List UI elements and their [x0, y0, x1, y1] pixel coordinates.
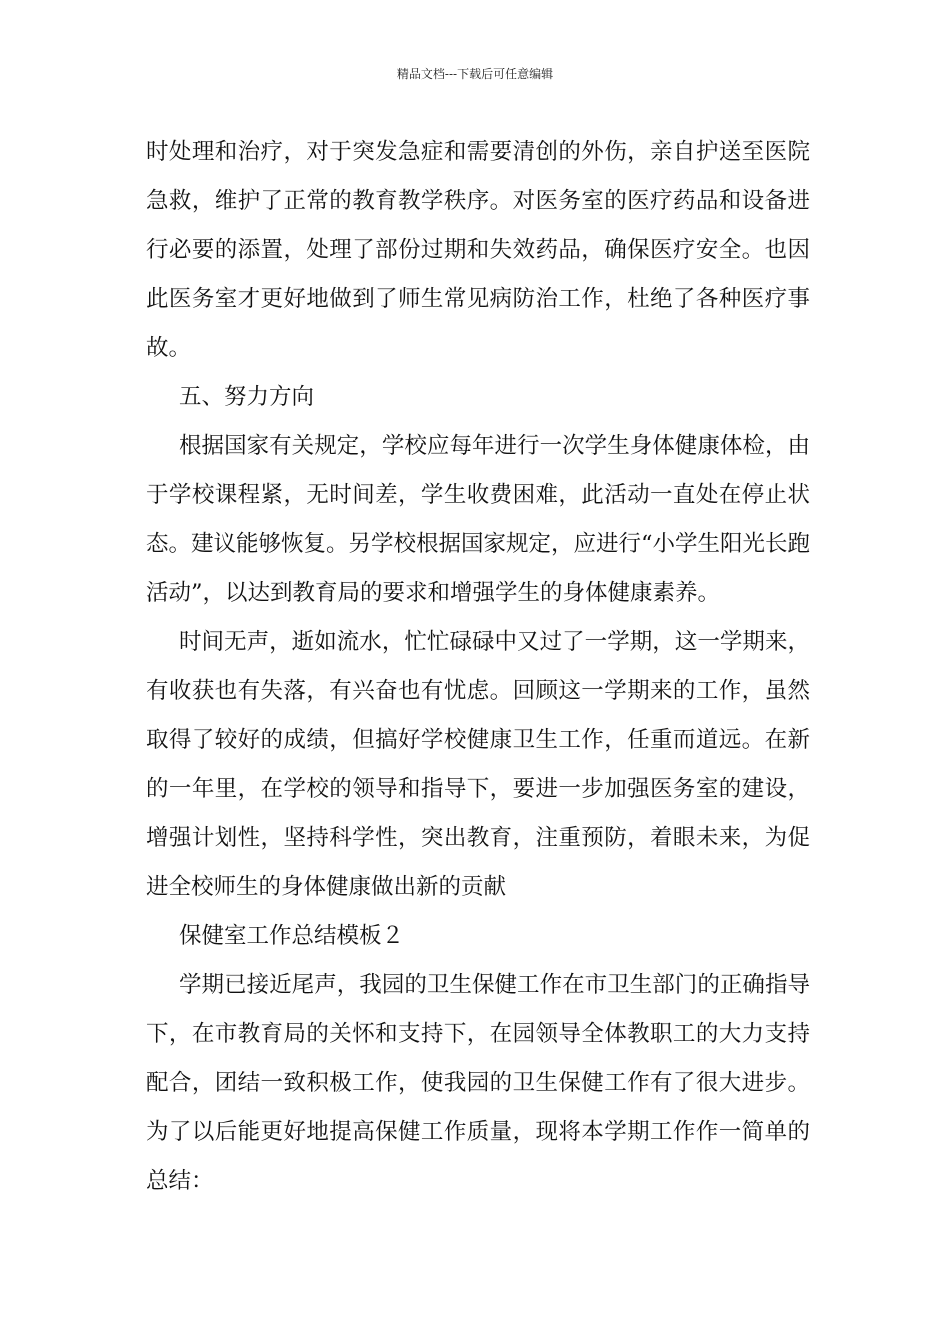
- paragraph-semester-summary: 学期已接近尾声，我园的卫生保健工作在市卫生部门的正确指导下，在市教育局的关怀和支持下，在园领导全体教职工的大力支持配合，团结一致积极工作，使我园的卫生保健工作有了很大进步。为了以后能更好地提高保健工作质量，现将本学期工作作一简单的总结：: [146, 972, 810, 1194]
- paragraph-reflection: 时间无声，逝如流水，忙忙碌碌中又过了一学期，这一学期来，有收获也有失落，有兴奋也有忧虑。回顾这一学期来的工作，虽然取得了较好的成绩，但搞好学校健康卫生工作，任重而道远。在新的一年里，在学校的领导和指导下，要进一步加强医务室的建设，增强计划性，坚持科学性，突出教育，注重预防，着眼未来，为促进全校师生的身体健康做出新的贡献: [146, 629, 810, 900]
- section-heading-template-2: 保健室工作总结模板２: [179, 923, 405, 949]
- page-header: 精品文档---下载后可任意编辑: [396, 67, 554, 81]
- document-body: [146, 128, 810, 1206]
- paragraph-health-checkup: 根据国家有关规定，学校应每年进行一次学生身体健康体检，由于学校课程紧，无时间差，学生收费困难，此活动一直处在停止状态。建议能够恢复。另学校根据国家规定，应进行“小学生阳光长跑活动”，以达到教育局的要求和增强学生的身体健康素养。: [146, 433, 811, 606]
- section-heading-direction: 五、努力方向: [179, 384, 315, 410]
- paragraph-medical-care: 时处理和治疗，对于突发急症和需要清创的外伤，亲自护送至医院急救，维护了正常的教育教学秩序。对医务室的医疗药品和设备进行必要的添置，处理了部份过期和失效药品，确保医疗安全。也因此医务室才更好地做到了师生常见病防治工作，杜绝了各种医疗事故。: [146, 139, 810, 361]
